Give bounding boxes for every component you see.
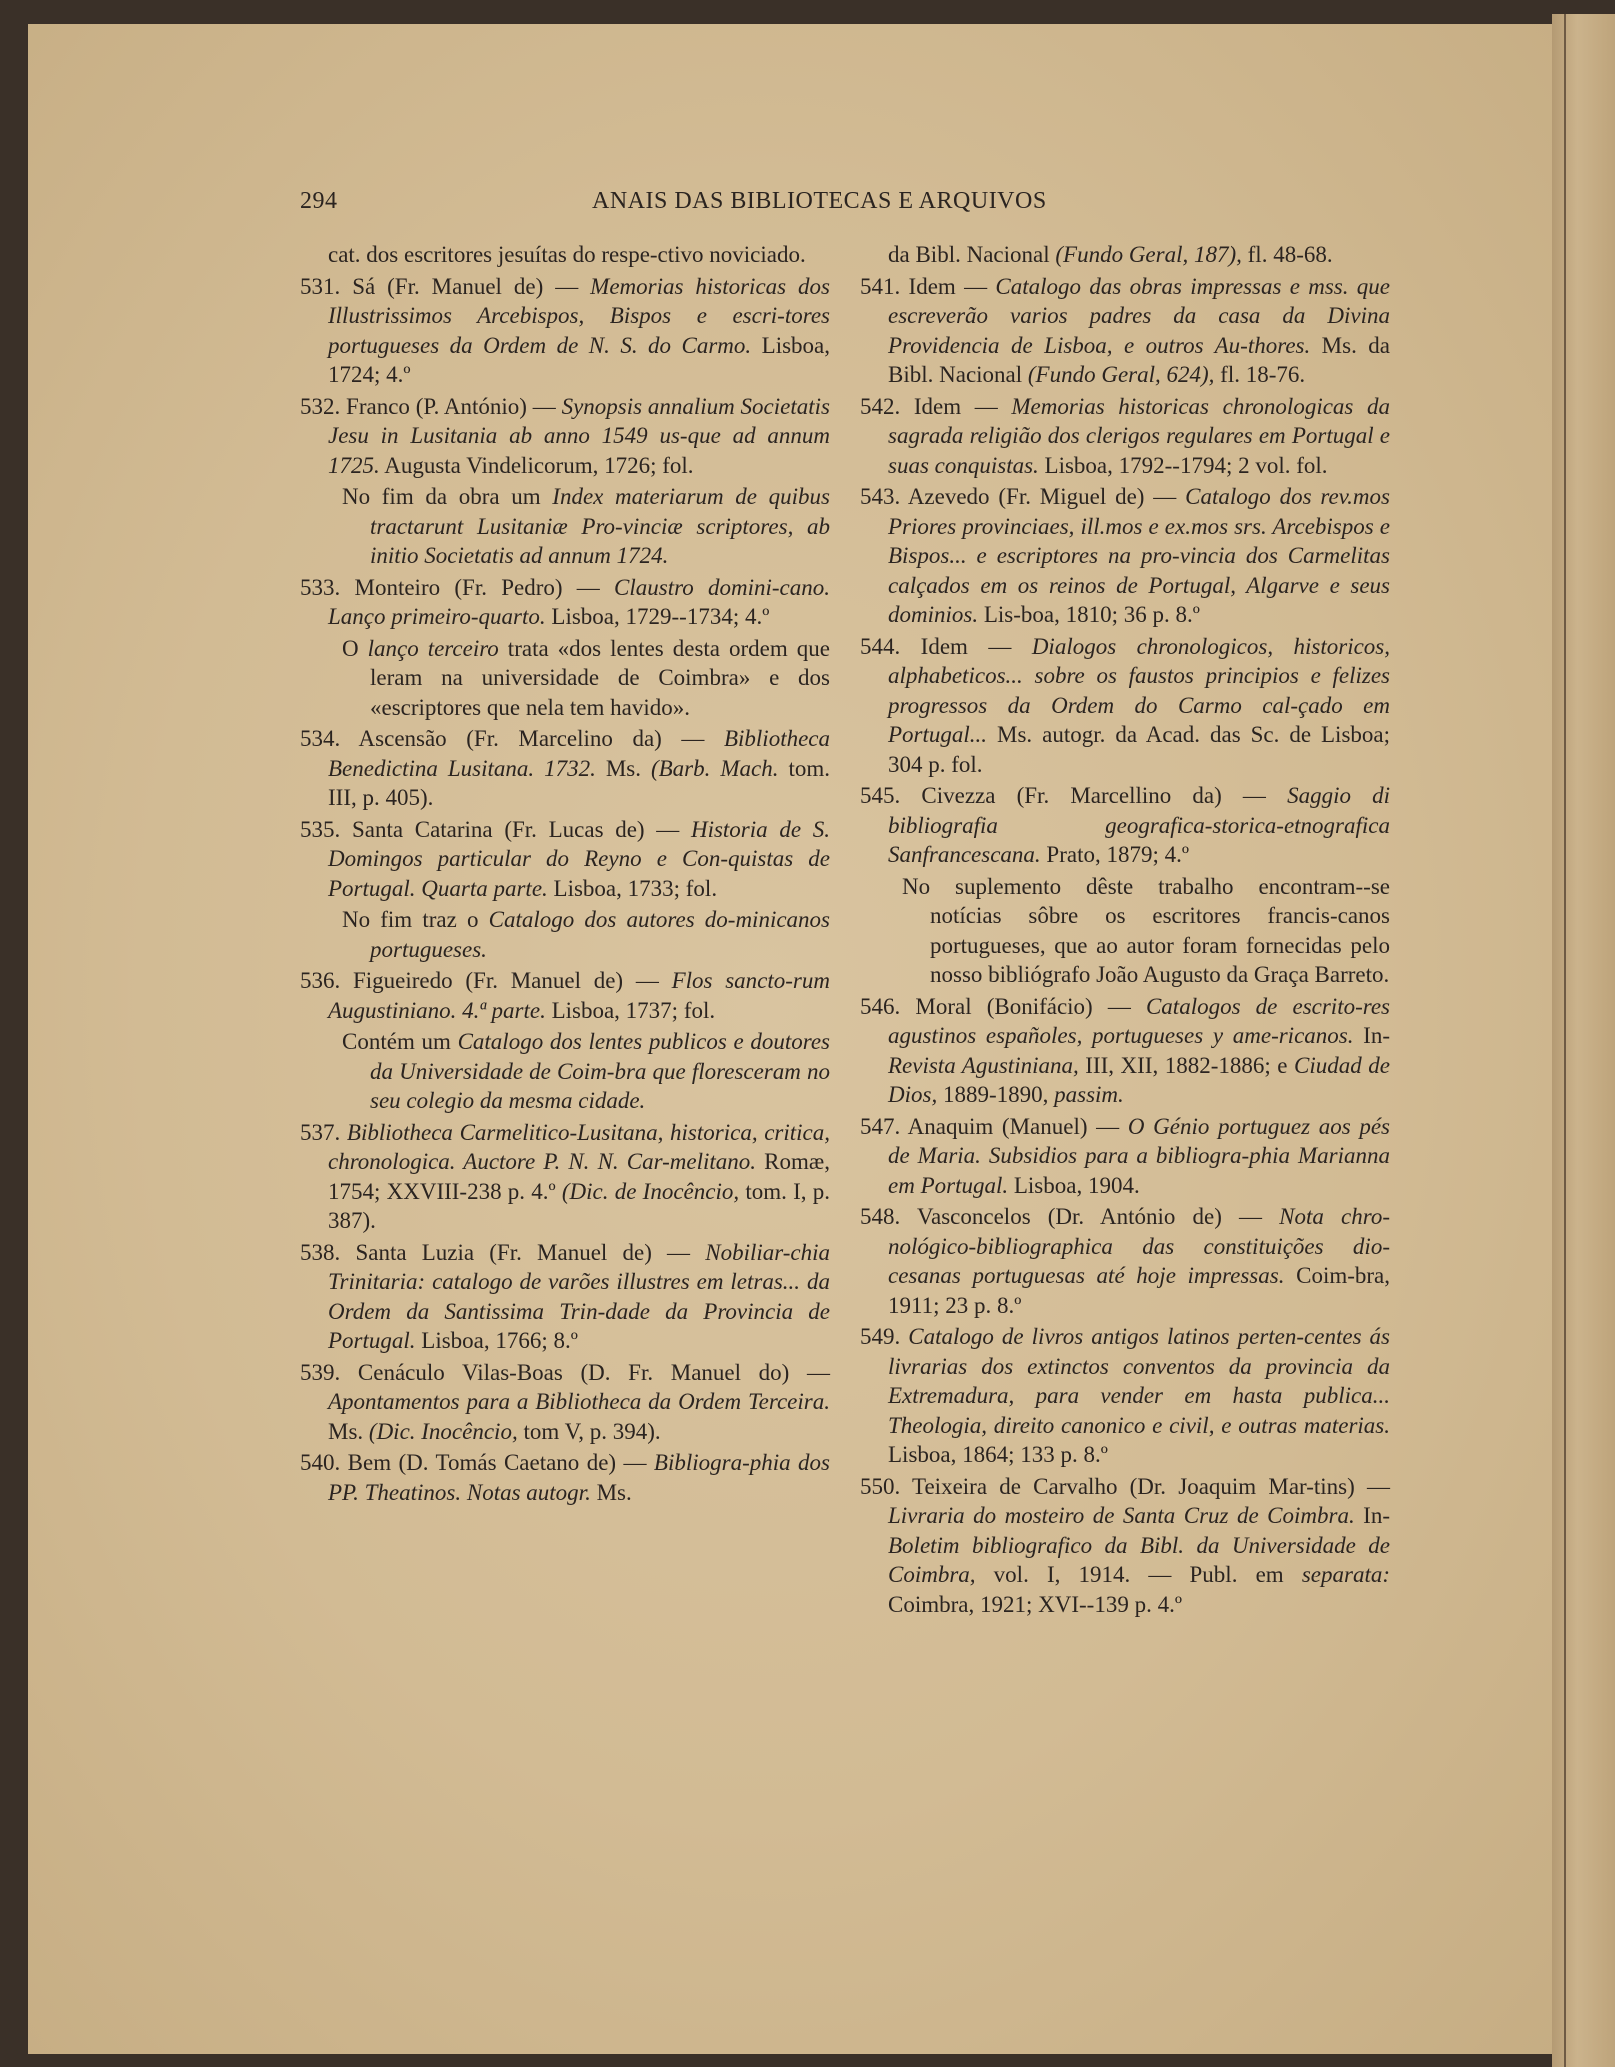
running-title: ANAIS DAS BIBLIOTECAS E ARQUIVOS [592, 188, 1047, 214]
bibliography-entry [300, 1448, 830, 1507]
next-page-edge [1552, 14, 1615, 2067]
entry-text: 532. Franco (P. António) — [300, 393, 562, 419]
entry-text: 547. Anaquim (Manuel) — [860, 1113, 1128, 1139]
entry-title-text: Nota chro-nológico-bibliographica das constituições dio-cesanas portuguesas até hoje impressas. [888, 1204, 1390, 1288]
bibliography-entry [300, 272, 830, 390]
entry-title-text: O Génio portuguez aos pés de Maria. Subsidios para a bibliogra-phia Marianna em Portugal. [888, 1113, 1390, 1198]
entry-note [300, 482, 830, 571]
bibliography-entry [300, 815, 830, 904]
entry-text: Prato, 1879; 4.º [1040, 842, 1189, 867]
entry-text: 535. Santa Catarina (Fr. Lucas de) — [300, 816, 691, 842]
bibliography-entry [860, 392, 1390, 481]
entry-text: trata «dos lentes desta ordem que leram na universidade de Coimbra» e dos «escriptores que nela tem havido». [370, 635, 830, 720]
bibliography-entry [860, 482, 1390, 630]
entry-title-text: Bibliotheca Carmelitico-Lusitana, historica, critica, chronologica. Auctore P. N. N. Car-melitano. [328, 1119, 831, 1174]
entry-text: Lisboa, 1792--1794; 2 vol. fol. [1038, 452, 1328, 478]
right-column [860, 240, 1390, 1621]
entry-text: O [342, 635, 368, 661]
entry-text: Lisboa, 1864; 133 p. 8.º [888, 1442, 1108, 1467]
bibliography-entry [860, 272, 1390, 390]
entry-text: 550. Teixeira de Carvalho (Dr. Joaquim Mar-tins) — [860, 1473, 1390, 1499]
entry-text: 540. Bem (D. Tomás Caetano de) — [300, 1450, 654, 1475]
bibliography-entry [300, 724, 830, 813]
entry-note [300, 905, 830, 964]
bibliography-entry [300, 966, 830, 1025]
entry-text: Contém um [342, 1029, 458, 1054]
bibliography-entry [860, 1202, 1390, 1320]
entry-text: 537. [300, 1119, 347, 1145]
entry-title-text: (Fundo Geral, 187), [1055, 242, 1242, 267]
entry-text: Lisboa, 1904. [1008, 1172, 1140, 1198]
entry-note [300, 634, 830, 723]
bibliography-entry [860, 632, 1390, 780]
entry-text: III, XII, 1882-1886; e [1078, 1052, 1295, 1078]
entry-title-text: Flos sancto-rum Augustiniano. 4.ª parte. [328, 968, 830, 1023]
entry-text: Ms. [595, 755, 651, 781]
entry-text: cat. dos escritores jesuítas do respe-ctivo noviciado. [328, 242, 806, 267]
entry-text: tom. I, p. 387). [328, 1178, 830, 1233]
page-gutter [1564, 14, 1566, 2067]
entry-title-text: Apontamentos para a Bibliotheca da Ordem Terceira. [328, 1389, 830, 1414]
entry-title-text: passim. [1054, 1082, 1124, 1107]
bibliography-entry [860, 1472, 1390, 1620]
entry-text: tom. III, p. 405). [328, 755, 830, 810]
entry-title-text: (Dic. Inocêncio, [368, 1418, 518, 1444]
entry-text: Romæ, 1754; XXVIII-238 p. 4.º [328, 1149, 830, 1204]
entry-title-text: Saggio di bibliografia geografica-storica-etnografica Sanfrancescana. [888, 783, 1391, 867]
entry-text: 539. Cenáculo Vilas-Boas (D. Fr. Manuel do) — [300, 1359, 830, 1385]
entry-title-text: Revista Agustiniana, [888, 1052, 1079, 1078]
bibliography-entry [300, 1118, 830, 1236]
entry-text: 531. Sá (Fr. Manuel de) — [300, 273, 591, 299]
entry-text: tom V, p. 394). [517, 1418, 661, 1444]
entry-continuation [300, 240, 830, 270]
entry-text: Lisboa, 1724; 4.º [328, 332, 830, 387]
page-header [300, 188, 1400, 222]
entry-title-text: (Barb. Mach. [650, 755, 779, 781]
entry-text: 546. Moral (Bonifácio) — [860, 993, 1146, 1019]
entry-title-text: Livraria do mosteiro de Santa Cruz de Coimbra. [888, 1503, 1355, 1528]
bibliography-entry [300, 573, 830, 632]
entry-text: 541. Idem — [860, 273, 996, 299]
entry-text: 533. Monteiro (Fr. Pedro) — [300, 574, 615, 600]
entry-title-text: Catalogo dos lentes publicos e doutores da Universidade de Coim-bra que floresceram no seu colegio da mesma cidade. [370, 1029, 830, 1113]
entry-continuation [860, 240, 1390, 270]
entry-text: Augusta Vindelicorum, 1726; fol. [379, 452, 694, 478]
entry-title-text: Index materiarum de quibus tractarunt Lusitaniæ Pro-vinciæ scriptores, ab initio Societatis ad annum 1724. [370, 484, 830, 568]
entry-title-text: Catalogo dos rev.mos Priores provinciaes, ill.mos e ex.mos srs. Arcebispos e Bispos... e escriptores na pro-vincia dos Carmelitas calçados em os reinos de Portugal, Algarve e seus dominios. [888, 484, 1390, 627]
entry-text: Coimbra, 1921; XVI--139 p. 4.º [888, 1591, 1182, 1617]
entry-text: In- [1354, 1503, 1390, 1528]
entry-text: 545. Civezza (Fr. Marcellino da) — [860, 783, 1288, 808]
entry-text: 538. Santa Luzia (Fr. Manuel de) — [300, 1239, 706, 1265]
entry-text: In- [1353, 1023, 1390, 1048]
entry-title-text: separata: [1301, 1562, 1390, 1587]
entry-title-text: Dialogos chronologicos, historicos, alphabeticos... sobre os faustos principios e felizes progressos da Ordem do Carmo cal-çado em Portugal... [888, 633, 1390, 747]
entry-text: Coim-bra, 1911; 23 p. 8.º [888, 1263, 1390, 1318]
left-column [300, 240, 830, 1509]
entry-text: Lis-boa, 1810; 36 p. 8.º [978, 602, 1200, 627]
entry-text: Lisboa, 1733; fol. [547, 875, 718, 901]
bibliography-entry [860, 1112, 1390, 1201]
entry-title-text: Memorias historicas dos Illustrissimos Arcebispos, Bispos e escri-tores portugueses da Ordem de N. S. do Carmo. [328, 273, 831, 358]
entry-text: No fim da obra um [342, 484, 553, 509]
entry-text: Ms. [590, 1479, 632, 1505]
entry-text: Lisboa, 1729--1734; 4.º [545, 604, 770, 629]
entry-text: No fim traz o [342, 907, 489, 932]
entry-text: Ms. da Bibl. Nacional [888, 332, 1390, 387]
entry-text: 548. Vasconcelos (Dr. António de) — [860, 1204, 1280, 1229]
entry-text: da Bibl. Nacional [888, 242, 1056, 267]
entry-title-text: Synopsis annalium Societatis Jesu in Lusitania ab anno 1549 us-que ad annum 1725. [328, 393, 830, 478]
bibliography-entry [860, 992, 1390, 1110]
entry-text: 1889-1890, [937, 1082, 1055, 1107]
entry-title-text: lanço terceiro [367, 635, 499, 661]
entry-title-text: Catalogo das obras impressas e mss. que escreverão varios padres da casa da Divina Providencia de Lisboa, e outros Au-thores. [888, 273, 1390, 358]
entry-title-text: Ciudad de Dios, [888, 1052, 1390, 1107]
entry-text: 534. Ascensão (Fr. Marcelino da) — [300, 726, 724, 751]
entry-title-text: Claustro domini-cano. Lanço primeiro-quarto. [328, 574, 830, 629]
entry-text: 544. Idem — [860, 633, 1032, 659]
entry-text: Lisboa, 1737; fol. [545, 997, 716, 1023]
bibliography-entry [860, 781, 1390, 870]
entry-title-text: Bibliotheca Benedictina Lusitana. 1732. [328, 726, 830, 781]
entry-title-text: Memorias historicas chronologicas da sagrada religião dos clerigos regulares em Portugal e suas conquistas. [888, 393, 1390, 478]
entry-text: 543. Azevedo (Fr. Miguel de) — [860, 484, 1186, 509]
bibliography-entry [300, 1238, 830, 1356]
entry-title-text: Nobiliar-chia Trinitaria: catalogo de varões illustres em letras... da Ordem da Santissima Trin-dade da Provincia de Portugal. [328, 1239, 830, 1353]
entry-text: Ms. autogr. da Acad. das Sc. de Lisboa; 304 p. fol. [888, 722, 1390, 777]
entry-title-text: Boletim bibliografico da Bibl. da Universidade de Coimbra, [888, 1532, 1390, 1587]
entry-text: fl. 48-68. [1241, 242, 1333, 267]
entry-text: 549. [860, 1324, 909, 1349]
entry-text: 542. Idem — [860, 393, 1012, 419]
entry-title-text: (Fundo Geral, 624), [1027, 362, 1215, 387]
entry-title-text: Catalogo de livros antigos latinos perten-centes ás livrarias dos extinctos conventos da provincia da Extremadura, para vender em hasta publica... Theologia, direito canonico e civil, e outras materias. [888, 1324, 1390, 1438]
entry-title-text: Catalogos de escrito-res agustinos españoles, portugueses y ame-ricanos. [888, 993, 1391, 1048]
entry-note [860, 872, 1390, 990]
page-number: 294 [300, 188, 338, 214]
bibliography-entry [300, 1358, 830, 1447]
bibliography-entry [860, 1322, 1390, 1470]
entry-text: Ms. [328, 1418, 369, 1444]
entry-text: Lisboa, 1766; 8.º [415, 1328, 578, 1353]
entry-title-text: Catalogo dos autores do-minicanos portugueses. [370, 907, 831, 962]
bibliography-entry [300, 392, 830, 481]
entry-text: vol. I, 1914. — Publ. em [975, 1562, 1302, 1587]
entry-text: 536. Figueiredo (Fr. Manuel de) — [300, 968, 672, 993]
entry-text: fl. 18-76. [1214, 362, 1306, 387]
entry-title-text: Historia de S. Domingos particular do Reyno e Con-quistas de Portugal. Quarta parte. [328, 816, 830, 901]
entry-note [300, 1027, 830, 1116]
entry-title-text: Bibliogra-phia dos PP. Theatinos. Notas autogr. [328, 1450, 831, 1505]
entry-title-text: (Dic. de Inocêncio, [561, 1178, 740, 1204]
entry-text: No suplemento dêste trabalho encontram--se notícias sôbre os escritores francis-canos portugueses, que ao autor foram fornecidas pelo nosso bibliógrafo João Augusto da Graça Barreto. [902, 873, 1390, 987]
